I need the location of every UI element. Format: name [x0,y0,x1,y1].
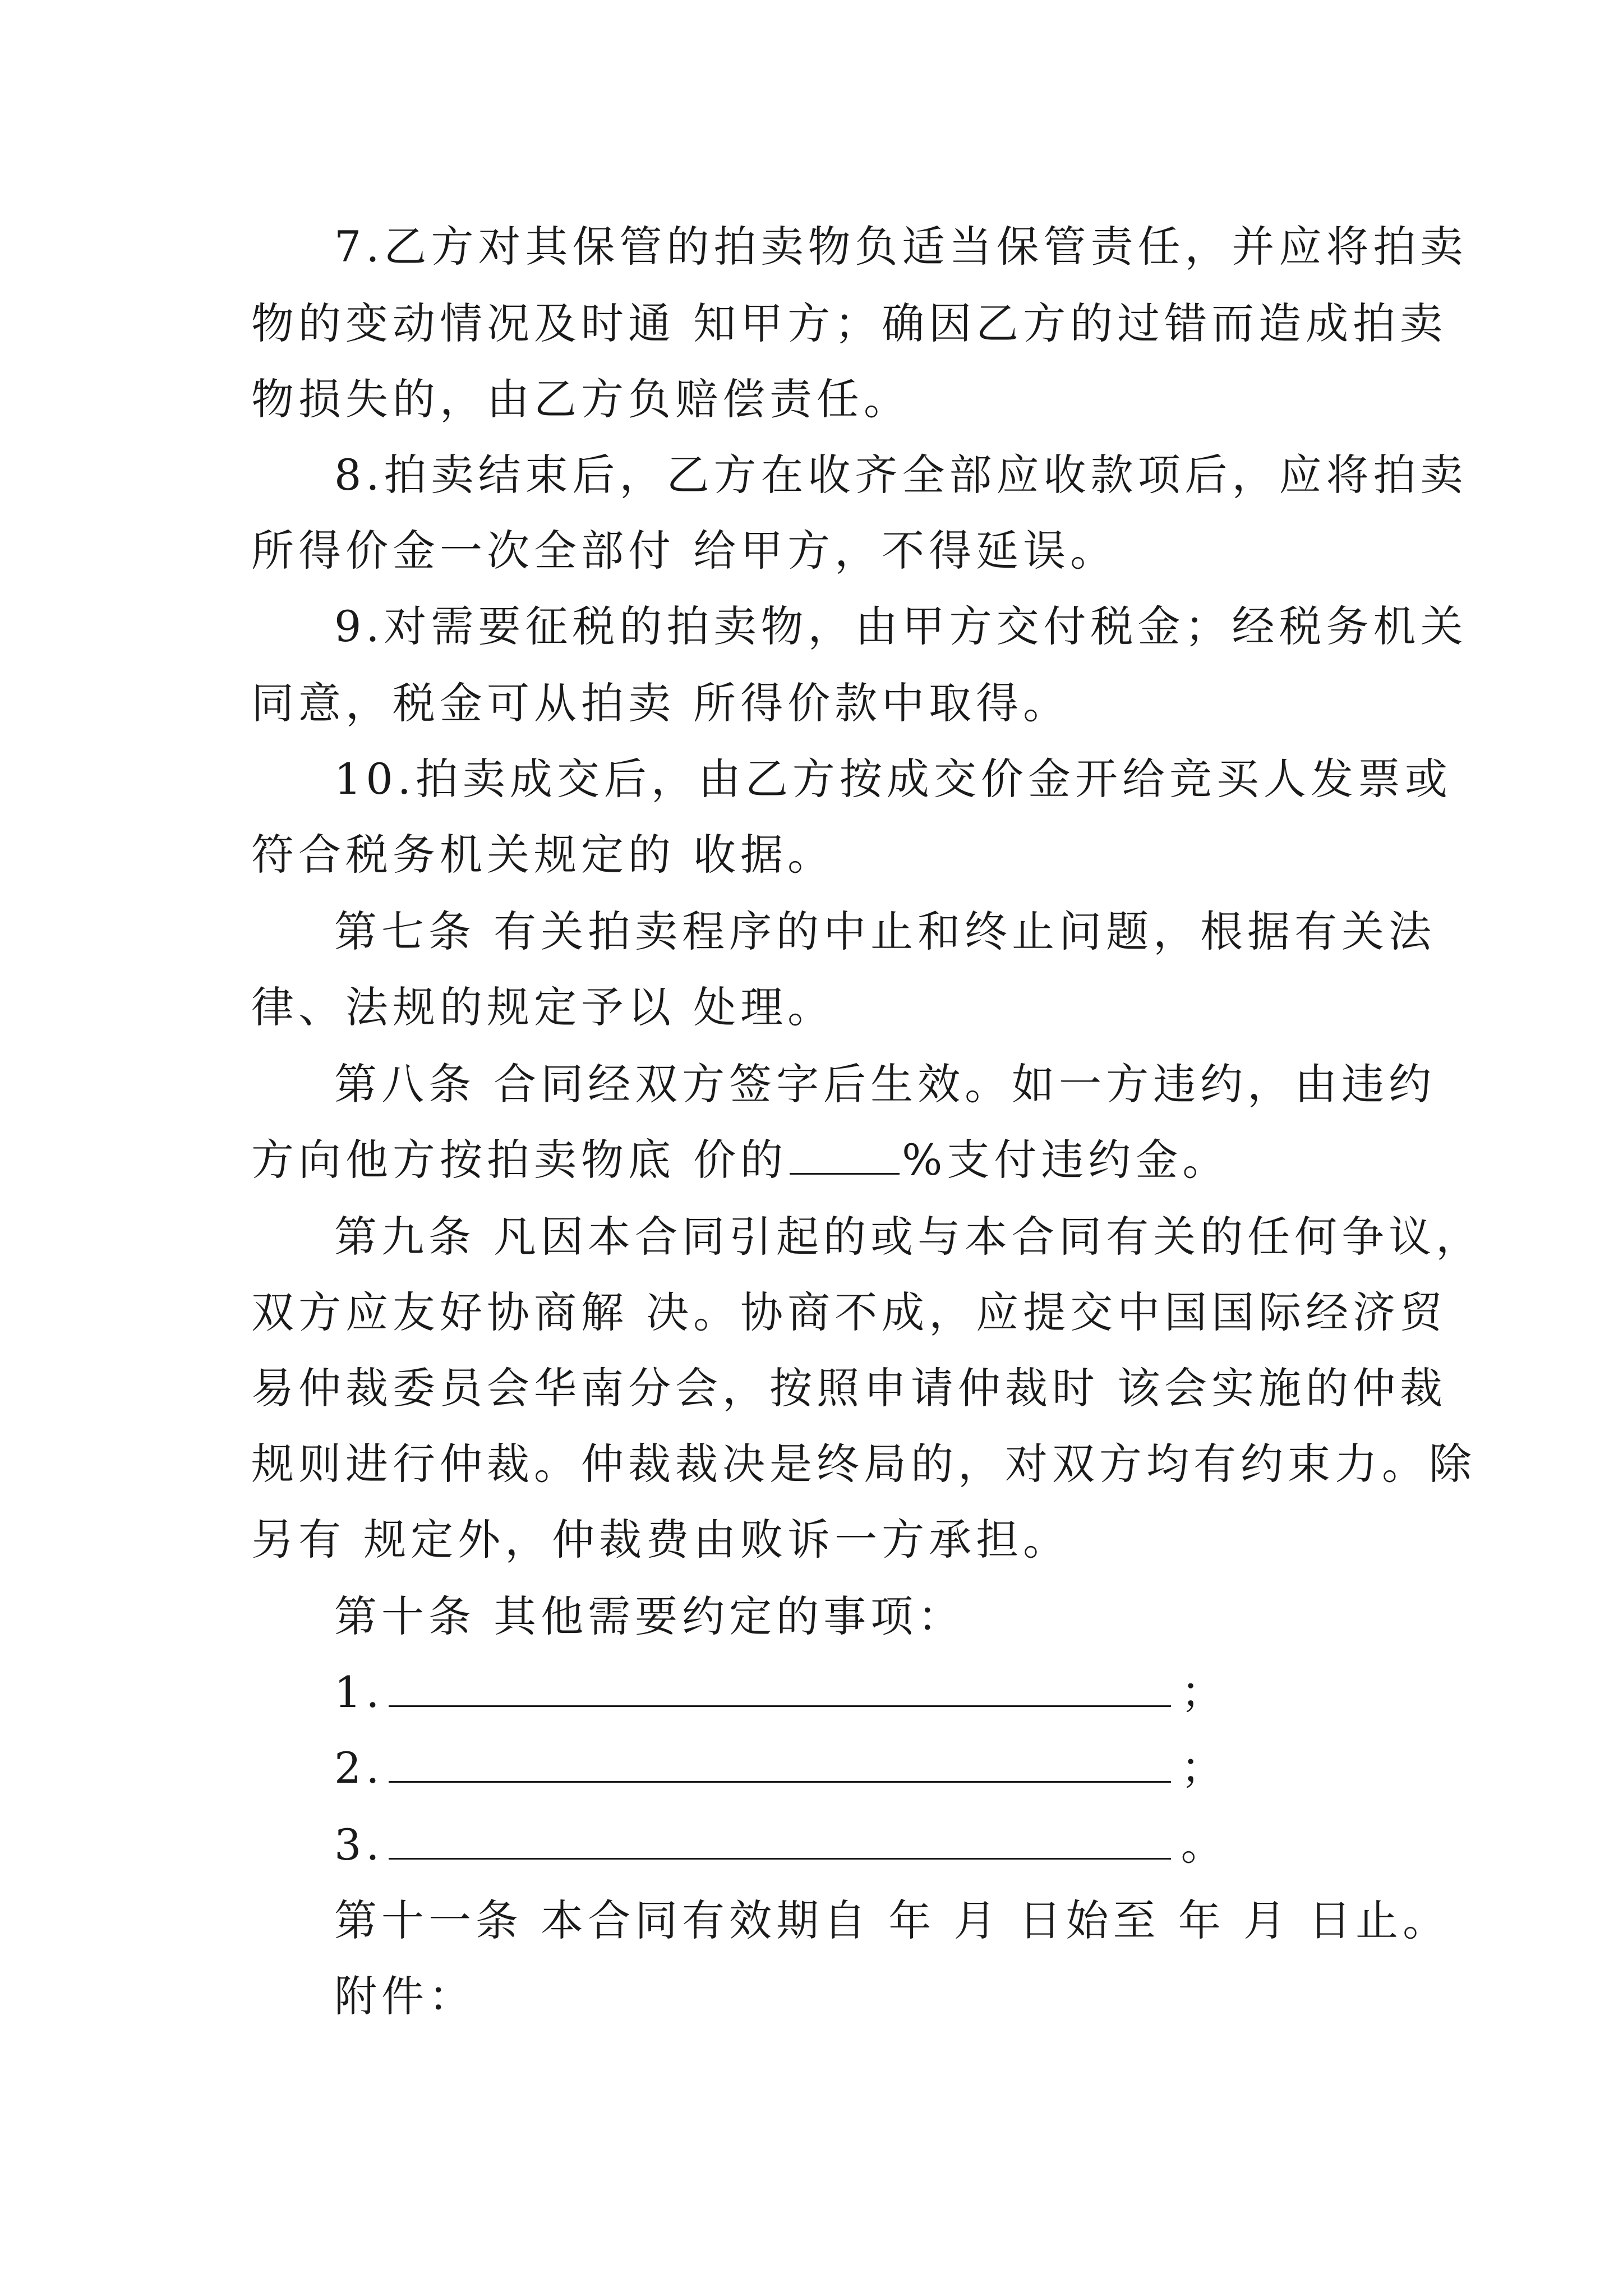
article-8-line-2-pre: 方向他方按拍卖物底 价的 [251,1135,788,1185]
clause-10-line-1: 10.拍卖成交后，由乙方按成交价金开给竞买人发票或 [334,754,1452,804]
clause-9-line-1: 9.对需要征税的拍卖物，由甲方交付税金；经税务机关 [334,601,1468,651]
article-8-line-1: 第八条 合同经双方签字后生效。如一方违约，由违约 [334,1059,1436,1109]
clause-7-line-3: 物损失的，由乙方负赔偿责任。 [251,374,911,424]
item-number: 1. [334,1667,384,1717]
article-9-line-3: 易仲裁委员会华南分会，按照申请仲裁时 该会实施的仲裁 [251,1363,1447,1413]
item-end-mark: 。 [1181,1820,1228,1870]
article-9-line-2: 双方应友好协商解 决。协商不成，应提交中国国际经济贸 [251,1287,1447,1337]
item-2-blank [389,1742,1171,1783]
article-9-line-5: 另有 规定外，仲裁费由败诉一方承担。 [251,1515,1071,1565]
article-9-line-1: 第九条 凡因本合同引起的或与本合同有关的任何争议， [334,1212,1483,1262]
item-number: 2. [334,1743,384,1793]
article-11-line-1: 第十一条 本合同有效期自 年 月 日始至 年 月 日止。 [334,1895,1450,1945]
item-number: 3. [334,1820,384,1870]
article-10-item-2 [334,1740,1228,1796]
article-10-item-3 [334,1817,1228,1873]
clause-10-line-2: 符合税务机关规定的 收据。 [251,830,835,880]
item-end-mark: ； [1181,1667,1228,1717]
article-7-line-1: 第七条 有关拍卖程序的中止和终止问题，根据有关法 [334,907,1436,956]
attachment-label: 附件： [334,1971,476,2021]
clause-7-line-1: 7.乙方对其保管的拍卖物负适当保管责任，并应将拍卖 [334,222,1468,272]
clause-9-line-2: 同意，税金可从拍卖 所得价款中取得。 [251,678,1071,728]
item-end-mark: ； [1181,1743,1228,1793]
article-10-item-1 [334,1664,1228,1720]
penalty-percent-blank [790,1134,900,1175]
article-10-heading: 第十条 其他需要约定的事项： [334,1591,965,1641]
item-3-blank [389,1819,1171,1860]
clause-7-line-2: 物的变动情况及时通 知甲方；确因乙方的过错而造成拍卖 [251,298,1447,348]
article-8-line-2 [251,1132,1229,1188]
item-1-blank [389,1666,1171,1707]
article-8-line-2-post: %支付违约金。 [902,1135,1230,1185]
clause-8-line-1: 8.拍卖结束后，乙方在收齐全部应收款项后，应将拍卖 [334,450,1468,500]
article-9-line-4: 规则进行仲裁。仲裁裁决是终局的，对双方均有约束力。除 [251,1439,1476,1489]
clause-8-line-2: 所得价金一次全部付 给甲方，不得延误。 [251,526,1118,576]
article-7-line-2: 律、法规的规定予以 处理。 [251,982,835,1032]
